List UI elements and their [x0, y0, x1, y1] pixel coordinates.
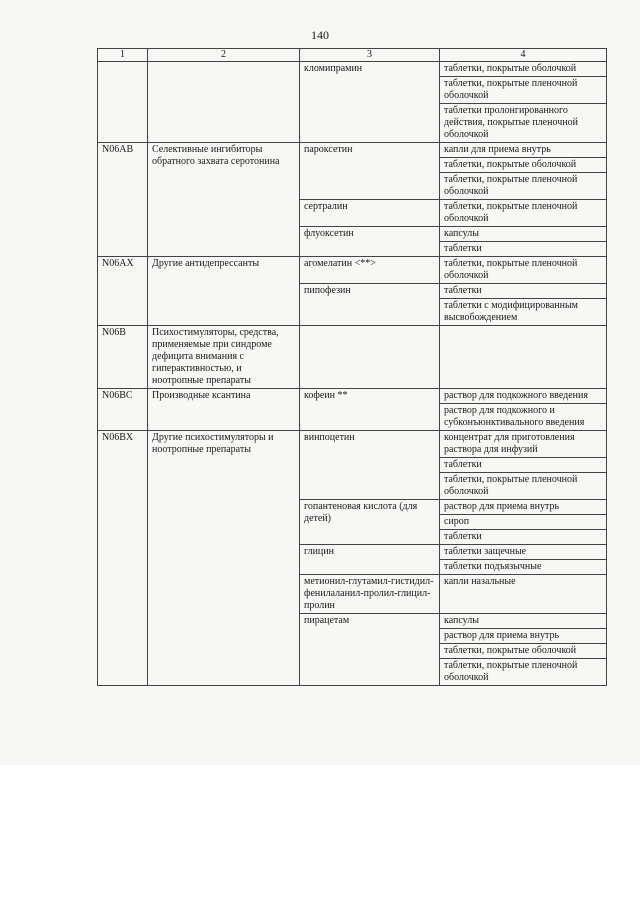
dosage-form-cell: таблетки, покрытые оболочкой: [440, 62, 607, 77]
dosage-form-cell: таблетки, покрытые пленочной оболочкой: [440, 200, 607, 227]
dosage-form-cell: таблетки: [440, 530, 607, 545]
drug-list-table-container: [97, 48, 606, 686]
dosage-form-cell: капсулы: [440, 227, 607, 242]
dosage-form-cell: капли назальные: [440, 575, 607, 614]
atc-code-cell: [98, 62, 148, 143]
dosage-form-cell: сироп: [440, 515, 607, 530]
drug-list-table: [97, 48, 607, 686]
drug-name-cell: винпоцетин: [300, 431, 440, 500]
table-row: [98, 62, 607, 77]
atc-code-cell: N06AB: [98, 143, 148, 257]
dosage-form-cell: таблетки подъязычные: [440, 560, 607, 575]
dosage-form-cell: таблетки, покрытые оболочкой: [440, 644, 607, 659]
header-col-3: 3: [300, 49, 440, 62]
atc-code-cell: N06AX: [98, 257, 148, 326]
dosage-form-cell: таблетки, покрытые пленочной оболочкой: [440, 77, 607, 104]
dosage-form-cell: таблетки: [440, 284, 607, 299]
group-name-cell: [148, 62, 300, 143]
dosage-form-cell: раствор для подкожного введения: [440, 389, 607, 404]
group-name-cell: Производные ксантина: [148, 389, 300, 431]
table-row: [98, 257, 607, 284]
group-name-cell: Селективные ингибиторы обратного захвата серотонина: [148, 143, 300, 257]
dosage-form-cell: концентрат для приготовления раствора для инфузий: [440, 431, 607, 458]
drug-name-cell: агомелатин <**>: [300, 257, 440, 284]
table-row: [98, 143, 607, 158]
drug-name-cell: метионил-глутамил-гистидил-фенилаланил-пролил-глицил-пролин: [300, 575, 440, 614]
dosage-form-cell: [440, 326, 607, 389]
dosage-form-cell: раствор для приема внутрь: [440, 500, 607, 515]
dosage-form-cell: таблетки: [440, 242, 607, 257]
dosage-form-cell: таблетки, покрытые пленочной оболочкой: [440, 173, 607, 200]
dosage-form-cell: таблетки защечные: [440, 545, 607, 560]
header-col-2: 2: [148, 49, 300, 62]
drug-name-cell: кломипрамин: [300, 62, 440, 143]
group-name-cell: Другие антидепрессанты: [148, 257, 300, 326]
dosage-form-cell: таблетки с модифицированным высвобождением: [440, 299, 607, 326]
table-header-row: [98, 49, 607, 62]
drug-name-cell: пароксетин: [300, 143, 440, 200]
dosage-form-cell: таблетки, покрытые пленочной оболочкой: [440, 473, 607, 500]
table-row: [98, 431, 607, 458]
group-name-cell: Психостимуляторы, средства, применяемые при синдроме дефицита внимания с гиперактивностью, и ноотропные препараты: [148, 326, 300, 389]
drug-name-cell: сертралин: [300, 200, 440, 227]
drug-name-cell: флуоксетин: [300, 227, 440, 257]
table-row: [98, 389, 607, 404]
table-row: [98, 326, 607, 389]
dosage-form-cell: таблетки: [440, 458, 607, 473]
drug-name-cell: пирацетам: [300, 614, 440, 686]
dosage-form-cell: капли для приема внутрь: [440, 143, 607, 158]
drug-name-cell: кофеин **: [300, 389, 440, 431]
atc-code-cell: N06B: [98, 326, 148, 389]
drug-name-cell: пипофезин: [300, 284, 440, 326]
header-col-4: 4: [440, 49, 607, 62]
atc-code-cell: N06BC: [98, 389, 148, 431]
header-col-1: 1: [98, 49, 148, 62]
page-number: 140: [311, 28, 329, 42]
group-name-cell: Другие психостимуляторы и ноотропные препараты: [148, 431, 300, 686]
drug-name-cell: глицин: [300, 545, 440, 575]
dosage-form-cell: таблетки, покрытые оболочкой: [440, 158, 607, 173]
atc-code-cell: N06BX: [98, 431, 148, 686]
dosage-form-cell: раствор для подкожного и субконъюнктивального введения: [440, 404, 607, 431]
blank-margin: [0, 765, 640, 905]
dosage-form-cell: таблетки, покрытые пленочной оболочкой: [440, 659, 607, 686]
dosage-form-cell: капсулы: [440, 614, 607, 629]
drug-name-cell: [300, 326, 440, 389]
dosage-form-cell: раствор для приема внутрь: [440, 629, 607, 644]
dosage-form-cell: таблетки, покрытые пленочной оболочкой: [440, 257, 607, 284]
drug-name-cell: гопантеновая кислота (для детей): [300, 500, 440, 545]
dosage-form-cell: таблетки пролонгированного действия, покрытые пленочной оболочкой: [440, 104, 607, 143]
